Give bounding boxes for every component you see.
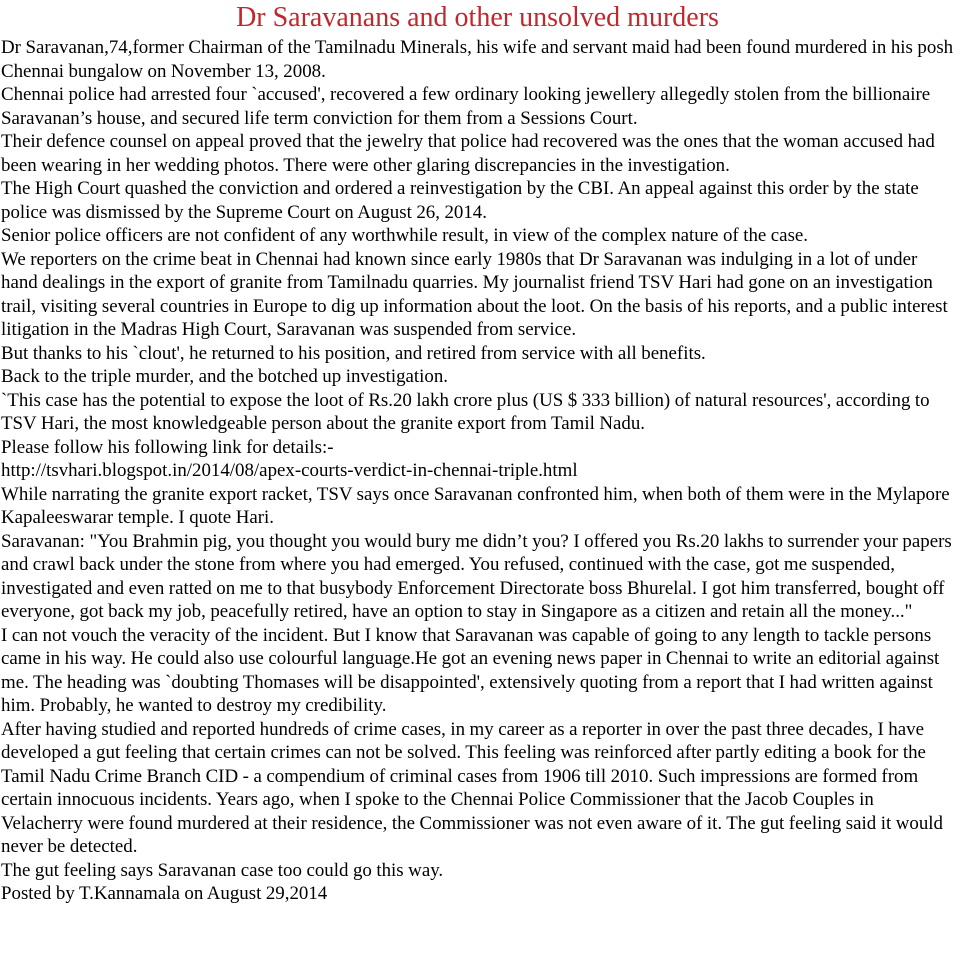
paragraph-10: Please follow his following link for details:- — [1, 436, 334, 458]
paragraph-5: Senior police officers are not confident of any worthwhile result, in view of the complex nature of the case. — [1, 225, 809, 246]
paragraph-16: The gut feeling says Saravanan case too could go this way. — [1, 859, 444, 881]
article-body — [1, 36, 954, 906]
paragraph-1: Dr Saravanan,74,former Chairman of the Tamilnadu Minerals, his wife and servant maid had been found murdered in his posh Chennai bungalow on November 13, 2008. — [1, 37, 954, 82]
paragraph-9: `This case has the potential to expose the loot of Rs.20 lakh crore plus (US $ 333 billion) of natural resources', according to TSV Hari, the most knowledgeable person about the granite export from Tamil Nadu. — [1, 389, 930, 434]
paragraph-8: Back to the triple murder, and the botched up investigation. — [1, 366, 449, 387]
paragraph-6: We reporters on the crime beat in Chennai had known since early 1980s that Dr Saravanan was indulging in a lot of under hand dealings in the export of granite from Tamilnadu quarries. My journalist friend TSV Hari had gone on an investigation trail, visiting several countries in Europe to dig up information about the loot. On the basis of his reports, and a public interest litigation in the Madras High Court, Saravanan was suspended from service. — [1, 248, 948, 340]
paragraph-2: Chennai police had arrested four `accused', recovered a few ordinary looking jewellery allegedly stolen from the billionaire Saravanan’s house, and secured life term conviction for them from a Sessions Court. — [1, 84, 931, 129]
byline: Posted by T.Kannamala on August 29,2014 — [1, 883, 328, 904]
source-link-text: http://tsvhari.blogspot.in/2014/08/apex-courts-verdict-in-chennai-triple.html — [1, 460, 578, 481]
paragraph-12: While narrating the granite export racket, TSV says once Saravanan confronted him, when both of them were in the Mylapore Kapaleeswarar temple. I quote Hari. — [1, 483, 950, 528]
paragraph-quote: Saravanan: "You Brahmin pig, you thought you would bury me didn’t you? I offered you Rs.20 lakhs to surrender your papers and crawl back under the stone from where you had emerged. You refused, continued with the case, got me suspended, investigated and even ratted on me to that busybody Enforcement Directorate boss Bhurelal. I got him transferred, bought off everyone, got back my job, peacefully retired, have an option to stay in Singapore as a citizen and retain all the money..." — [1, 530, 952, 622]
paragraph-3: Their defence counsel on appeal proved that the jewelry that police had recovered was the ones that the woman accused had been wearing in her wedding photos. There were other glaring discrepancies in the investigation. — [1, 131, 935, 176]
article — [1, 0, 954, 906]
article-title: Dr Saravanans and other unsolved murders — [236, 2, 719, 33]
paragraph-15: After having studied and reported hundreds of crime cases, in my career as a reporter in over the past three decades, I have developed a gut feeling that certain crimes can not be solved. This feeling was reinforced after partly editing a book for the Tamil Nadu Crime Branch CID - a compendium of criminal cases from 1906 till 2010. Such impressions are formed from certain innocuous incidents. Years ago, when I spoke to the Chennai Police Commissioner that the Jacob Couples in Velacherry were found murdered at their residence, the Commissioner was not even aware of it. The gut feeling said it would never be detected. — [1, 718, 943, 857]
paragraph-14: I can not vouch the veracity of the incident. But I know that Saravanan was capable of going to any length to tackle persons came in his way. He could also use colourful language.He got an evening news paper in Chennai to write an editorial against me. The heading was `doubting Thomases will be disappointed', extensively quoting from a report that I had written against him. Probably, he wanted to destroy my credibility. — [1, 624, 940, 716]
paragraph-7: But thanks to his `clout', he returned to his position, and retired from service with all benefits. — [1, 342, 706, 364]
paragraph-4: The High Court quashed the conviction and ordered a reinvestigation by the CBI. An appeal against this order by the state police was dismissed by the Supreme Court on August 26, 2014. — [1, 178, 919, 223]
